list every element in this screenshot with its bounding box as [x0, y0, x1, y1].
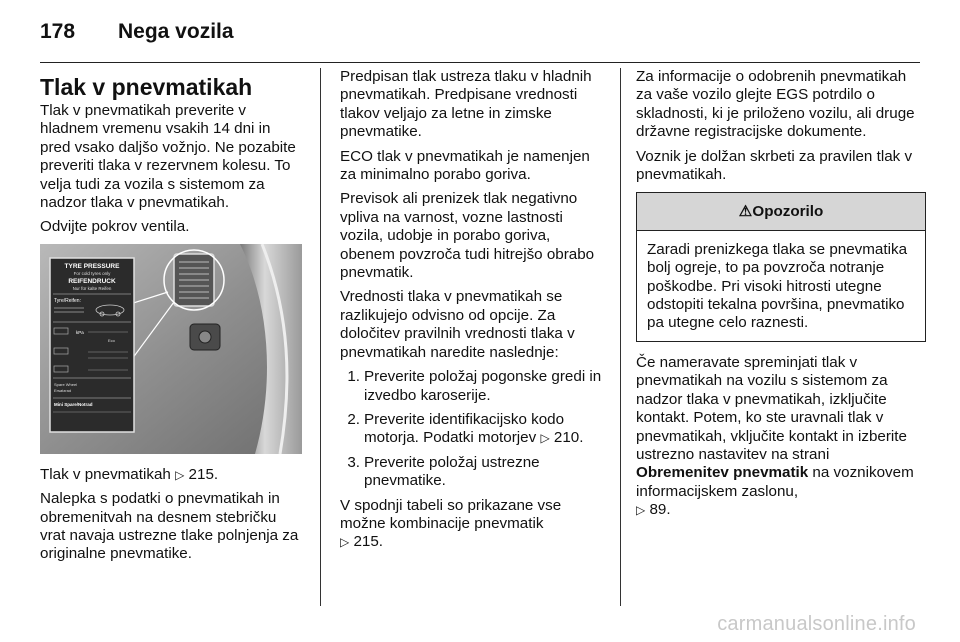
label-line: Mini Spare/Notrad — [54, 401, 93, 407]
paragraph: Če nameravate spreminjati tlak v pnevmatikah na vozilu s sistemom za nadzor tlaka v pnevmatikah, izključite kontakt. Potem, ko ste uravnali tlak v pnevmatikah, vključite kontakt in izberite ustrezno nastavitev na strani Obremenitev pnevmatik na voznikovem informacijskem zaslonu, ▷ 89. — [636, 353, 914, 519]
header-rule — [40, 62, 920, 63]
section-heading: Tlak v pnevmatikah — [40, 74, 253, 100]
paragraph: Odvijte pokrov ventila. — [40, 218, 190, 236]
page-ref-icon: ▷ — [540, 431, 550, 446]
label-line: Spare Wheel — [54, 381, 78, 387]
label-line: Tyre/Reifen: — [54, 297, 81, 304]
list-item: 1. Preverite položaj pogonske gredi in izvedbo karoserije. — [347, 368, 602, 404]
label-line: Nur für kalte Reifen — [72, 285, 112, 291]
list-item: 3. Preverite položaj ustrezne pnevmatike. — [347, 453, 540, 490]
column-2 — [340, 68, 606, 558]
page-ref-icon: ▷ — [340, 535, 350, 550]
figure-caption: Tlak v pnevmatikah ▷ 215. — [40, 465, 219, 483]
column-1 — [40, 68, 302, 570]
paragraph: ECO tlak v pnevmatikah je namenjen za minimalno porabo goriva. — [340, 147, 590, 184]
paragraph: Nalepka s podatki o pnevmatikah in obremenitvah na desnem stebričku vrat navaja ustrezne tlake polnjenja za originalne pnevmatike. — [40, 490, 299, 563]
paragraph: Za informacije o odobrenih pnevmatikah za vaše vozilo glejte EGS potrdilo o skladnosti, ki je priloženo vozilu, ali druge državne registracijske dokumente. — [636, 68, 915, 141]
label-line: kPa — [76, 329, 84, 335]
warning-box — [636, 192, 926, 341]
paragraph: Previsok ali prenizek tlak negativno vpliva na varnost, vozne lastnosti vozila, udobje in porabo goriva, obenem povzroča tudi hitrejšo obrabo pnevmatik. — [340, 190, 595, 282]
paragraph: Predpisan tlak ustreza tlaku v hladnih pnevmatikah. Predpisane vrednosti tlakov veljajo za letne in zimske pnevmatike. — [340, 68, 592, 141]
paragraph: V spodnji tabeli so prikazane vse možne kombinacije pnevmatik ▷ 215. — [340, 496, 562, 551]
paragraph: Voznik je dolžan skrbeti za pravilen tlak v pnevmatikah. — [636, 147, 913, 184]
label-line: Ersatzrad — [54, 387, 72, 393]
label-line: Eco — [108, 337, 115, 343]
page-header — [40, 12, 920, 52]
list-item: 2. Preverite identifikacijsko kodo motorja. Podatki motorjev ▷ 210. — [347, 410, 584, 447]
paragraph: Tlak v pnevmatikah preverite v hladnem vremenu vsakih 14 dni in pred vsako daljšo vožnjo. Ne pozabite preveriti tlaka v rezervnem kolesu. To velja tudi za vozila s sistemom za nadzor tlaka v pnevmatikah. — [40, 102, 296, 212]
label-line: TYRE PRESSURE — [64, 262, 120, 270]
column-3 — [636, 68, 926, 526]
chapter-title: Nega vozila — [118, 20, 234, 43]
warning-body: Zaradi prenizkega tlaka se pnevmatika bolj ogreje, to pa povzroča notranje poškodbe. Pri visoki hitrosti utegne odstopiti tekalna površina, pnevmatiko pa utegne celo raznesti. — [647, 240, 908, 332]
label-line: For cold tyres only — [73, 270, 111, 276]
page-number: 178 — [40, 20, 76, 43]
steps-list — [340, 368, 606, 490]
column-divider — [620, 68, 621, 606]
column-divider — [320, 68, 321, 606]
label-line: REIFENDRUCK — [68, 277, 116, 285]
warning-triangle-icon: ⚠ — [738, 203, 753, 221]
paragraph: Vrednosti tlaka v pnevmatikah se razlikujejo odvisno od opcije. Za določitev pravilnih vrednosti tlaka v pnevmatikah naredite naslednje: — [340, 288, 575, 361]
page-ref-icon: ▷ — [636, 503, 646, 518]
warning-header: ⚠Opozorilo — [637, 193, 925, 230]
watermark: carmanualsonline.info — [717, 613, 916, 635]
tyre-pressure-label-illustration — [40, 244, 302, 454]
